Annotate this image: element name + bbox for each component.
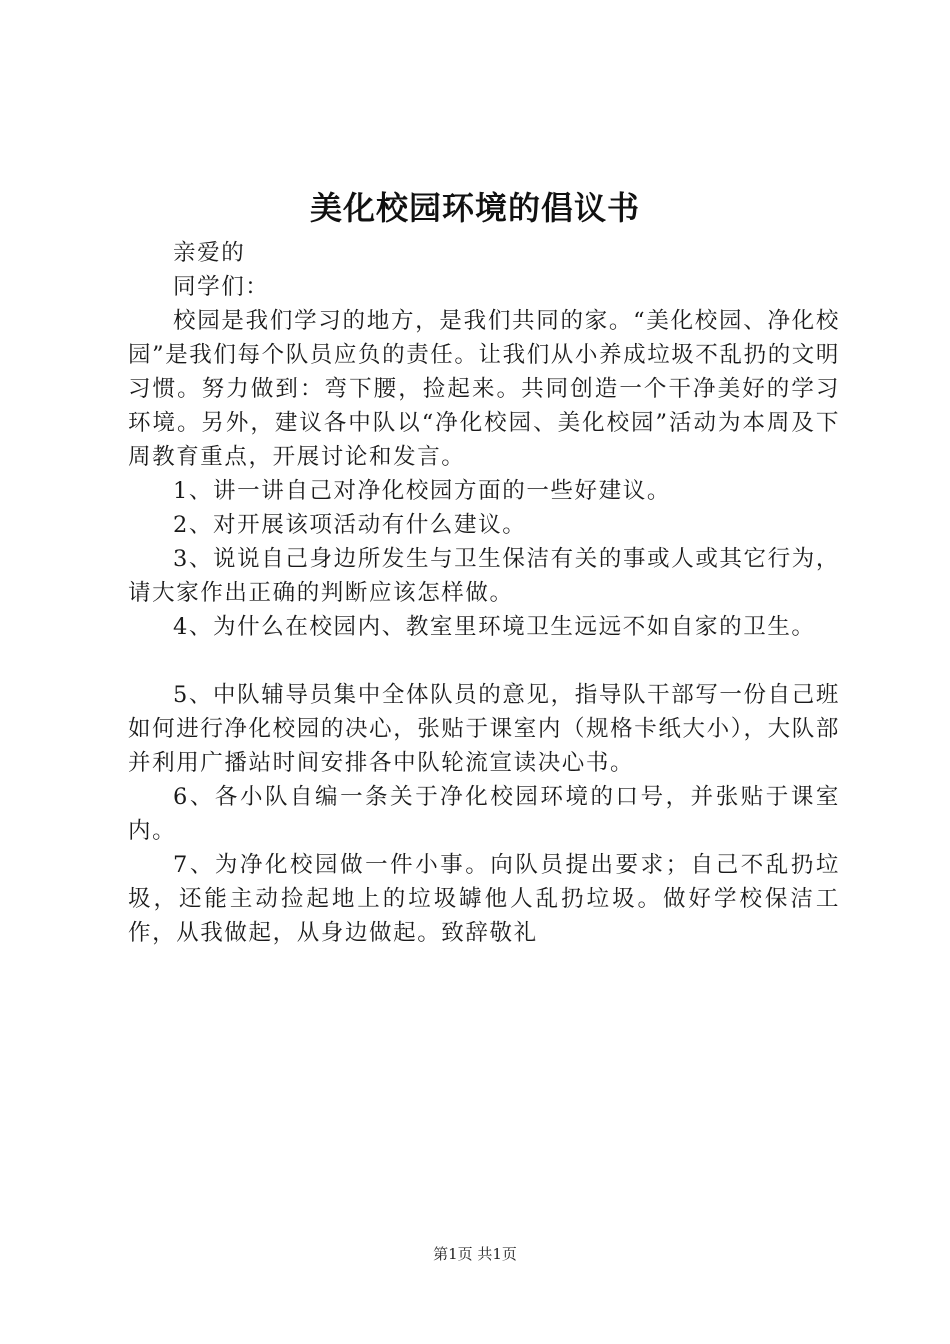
list-item: 7、为净化校园做一件小事。向队员提出要求；自己不乱扔垃圾，还能主动捡起地上的垃圾罅他人乱扔垃圾。做好学校保洁工作，从我做起，从身边做起。致辞敬礼 <box>128 852 840 946</box>
list-item: 6、各小队自编一条关于净化校园环境的口号，并张贴于课室内。 <box>128 784 840 844</box>
list-item: 1、讲一讲自己对净化校园方面的一些好建议。 <box>173 478 671 504</box>
salutation-line: 亲爱的 <box>173 240 246 266</box>
body-paragraph: 校园是我们学习的地方，是我们共同的家。“美化校园、净化校园”是我们每个队员应负的责任。让我们从小养成垃圾不乱扔的文明习惯。努力做到：弯下腰，捡起来。共同创造一个干净美好的学习环境。另外，建议各中队以“净化校园、美化校园”活动为本周及下周教育重点，开展讨论和发言。 <box>128 308 841 470</box>
list-item: 5、中队辅导员集中全体队员的意见，指导队干部写一份自己班如何进行净化校园的决心，张贴于课室内（规格卡纸大小），大队部并利用广播站时间安排各中队轮流宣读决心书。 <box>128 682 840 776</box>
list-item: 3、说说自己身边所发生与卫生保洁有关的事或人或其它行为，请大家作出正确的判断应该怎样做。 <box>128 546 840 606</box>
salutation-line: 同学们： <box>173 274 270 300</box>
document-body <box>128 236 840 950</box>
blank-line <box>128 644 840 678</box>
list-item: 4、为什么在校园内、教室里环境卫生远远不如自家的卫生。 <box>173 614 816 640</box>
page-footer: 第1页 共1页 <box>433 1245 517 1263</box>
document-title: 美化校园环境的倡议书 <box>309 189 640 227</box>
list-item: 2、对开展该项活动有什么建议。 <box>173 512 527 538</box>
